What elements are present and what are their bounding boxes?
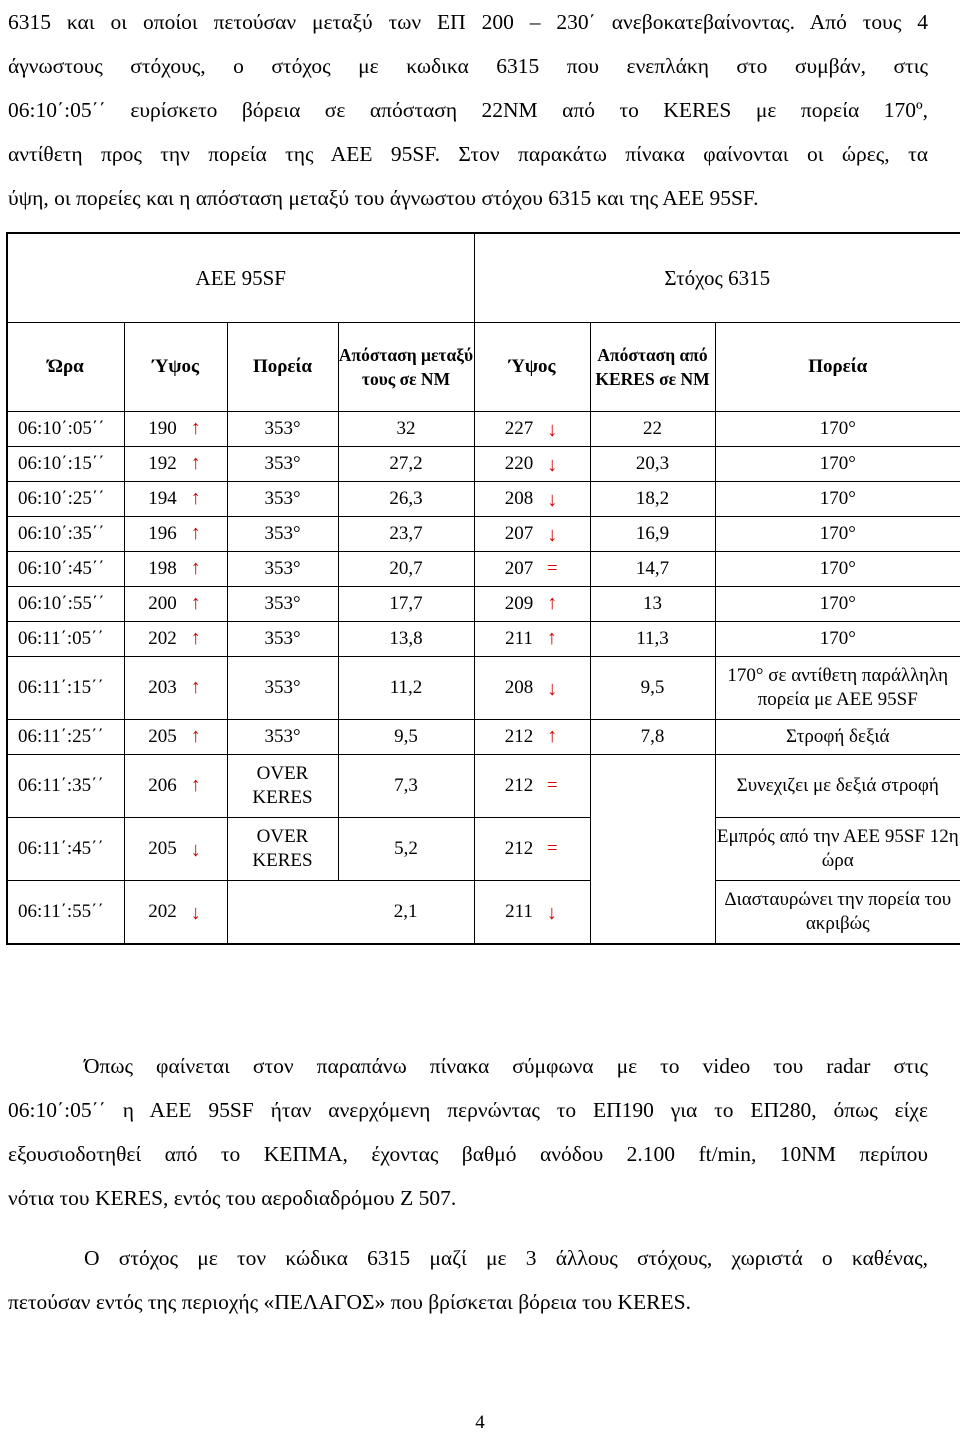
distance-between-cell: 32 — [338, 412, 474, 447]
target-course-cell: 170° — [715, 447, 960, 482]
arrow-up-icon: ↑ — [190, 417, 201, 440]
altitude-cell-value: 194 — [148, 487, 177, 509]
target-altitude-cell — [474, 517, 590, 552]
target-altitude-cell-value: 227 — [504, 417, 534, 439]
target-altitude-cell-value: 212 — [504, 725, 534, 747]
target-altitude-cell — [474, 657, 590, 720]
page-number: 4 — [475, 1412, 485, 1433]
altitude-cell — [124, 482, 227, 517]
distance-between-cell: 27,2 — [338, 447, 474, 482]
altitude-cell — [124, 720, 227, 755]
altitude-cell-value: 205 — [148, 725, 177, 747]
arrow-down-icon: ↓ — [547, 419, 558, 442]
altitude-cell-value: 198 — [148, 557, 177, 579]
arrow-up-icon: ↑ — [190, 676, 201, 699]
arrow-down-icon: ↓ — [547, 489, 558, 512]
altitude-cell-value: 200 — [148, 592, 177, 614]
arrow-up-icon: ↑ — [547, 592, 558, 615]
distance-keres-cell: 16,9 — [590, 517, 715, 552]
table-row — [7, 517, 960, 552]
altitude-cell — [124, 755, 227, 818]
target-course-cell: 170° — [715, 587, 960, 622]
distance-keres-cell: 7,8 — [590, 720, 715, 755]
group-header-target: Στόχος 6315 — [474, 233, 960, 323]
arrow-down-icon: ↓ — [547, 678, 558, 701]
distance-between-cell: 7,3 — [338, 755, 474, 818]
target-course-cell: Εμπρός από την ΑΕΕ 95SF 12η ώρα — [715, 818, 960, 881]
altitude-cell — [124, 447, 227, 482]
distance-keres-cell: 18,2 — [590, 482, 715, 517]
equal-icon: = — [546, 838, 558, 860]
arrow-down-icon: ↓ — [547, 524, 558, 547]
altitude-cell — [124, 587, 227, 622]
intro-line: 06:10΄:05΄΄ ευρίσκετο βόρεια σε απόσταση 22NM από το KERES με πορεία 170º, — [8, 98, 928, 122]
time-cell: 06:11΄:05΄΄ — [7, 622, 124, 657]
analysis-paragraph — [8, 1044, 928, 1220]
course-cell: OVER KERES — [227, 755, 338, 818]
table-row — [7, 552, 960, 587]
distance-between-cell: 11,2 — [338, 657, 474, 720]
time-cell: 06:10΄:55΄΄ — [7, 587, 124, 622]
distance-between-cell: 5,2 — [338, 818, 474, 881]
col-header-distance-keres: Απόσταση από KERES σε NM — [590, 323, 715, 412]
distance-between-cell: 26,3 — [338, 482, 474, 517]
target-altitude-cell-value: 208 — [504, 676, 534, 698]
intro-line: ύψη, οι πορείες και η απόσταση μεταξύ του άγνωστου στόχου 6315 και της ΑΕΕ 95SF. — [8, 186, 759, 210]
intro-line: αντίθετη προς την πορεία της ΑΕΕ 95SF. Στον παρακάτω πίνακα φαίνονται οι ώρες, τα — [8, 142, 928, 166]
target-course-cell: 170° — [715, 622, 960, 657]
target-altitude-cell — [474, 482, 590, 517]
target-course-cell: Διασταυρώνει την πορεία του ακριβώς — [715, 881, 960, 945]
time-cell: 06:11΄:55΄΄ — [7, 881, 124, 945]
arrow-up-icon: ↑ — [547, 725, 558, 748]
target-altitude-cell — [474, 412, 590, 447]
distance-between-cell: 9,5 — [338, 720, 474, 755]
analysis-line: Όπως φαίνεται στον παραπάνω πίνακα σύμφωνα με το video του radar στις — [84, 1054, 928, 1078]
target-altitude-cell-value: 211 — [505, 900, 533, 922]
altitude-cell — [124, 552, 227, 587]
target-course-cell: 170° σε αντίθετη παράλληλη πορεία με ΑΕΕ 95SF — [715, 657, 960, 720]
target-course-cell: 170° — [715, 552, 960, 587]
intro-line: άγνωστους στόχους, ο στόχος με κωδικα 6315 που ενεπλάκη στο συμβάν, στις — [8, 54, 928, 78]
course-cell: 353° — [227, 587, 338, 622]
altitude-cell — [124, 412, 227, 447]
col-header-altitude: Ύψος — [124, 323, 227, 412]
target-altitude-cell — [474, 720, 590, 755]
distance-keres-cell: 20,3 — [590, 447, 715, 482]
target-altitude-cell — [474, 755, 590, 818]
distance-keres-cell: 9,5 — [590, 657, 715, 720]
table-row — [7, 587, 960, 622]
time-cell: 06:10΄:35΄΄ — [7, 517, 124, 552]
altitude-cell — [124, 517, 227, 552]
time-cell: 06:10΄:05΄΄ — [7, 412, 124, 447]
arrow-up-icon: ↑ — [190, 487, 201, 510]
altitude-cell — [124, 622, 227, 657]
target-altitude-cell-value: 207 — [504, 557, 534, 579]
target-altitude-cell — [474, 552, 590, 587]
equal-icon: = — [546, 775, 558, 797]
arrow-down-icon: ↓ — [190, 902, 201, 925]
table-row — [7, 657, 960, 720]
table-row — [7, 881, 960, 945]
table-row — [7, 447, 960, 482]
time-cell: 06:11΄:15΄΄ — [7, 657, 124, 720]
distance-keres-cell: 13 — [590, 587, 715, 622]
distance-between-cell: 20,7 — [338, 552, 474, 587]
col-header-time: Ώρα — [7, 323, 124, 412]
table-row — [7, 720, 960, 755]
target-altitude-cell-value: 211 — [505, 627, 533, 649]
distance-between-cell: 17,7 — [338, 587, 474, 622]
course-cell: 353° — [227, 657, 338, 720]
table-row — [7, 622, 960, 657]
course-cell: 353° — [227, 552, 338, 587]
target-altitude-cell — [474, 881, 590, 945]
altitude-cell-value: 192 — [148, 452, 177, 474]
table-row — [7, 818, 960, 881]
intro-paragraph — [8, 0, 928, 220]
course-cell: 353° — [227, 447, 338, 482]
arrow-down-icon: ↓ — [547, 454, 558, 477]
altitude-cell-value: 203 — [148, 676, 177, 698]
target-course-cell: 170° — [715, 412, 960, 447]
target-altitude-cell-value: 207 — [504, 522, 534, 544]
arrow-up-icon: ↑ — [190, 452, 201, 475]
arrow-down-icon: ↓ — [190, 839, 201, 862]
targets-line: Ο στόχος με τον κώδικα 6315 μαζί με 3 άλλους στόχους, χωριστά ο καθένας, — [84, 1246, 928, 1270]
target-altitude-cell — [474, 818, 590, 881]
table-row — [7, 412, 960, 447]
altitude-cell-value: 206 — [148, 774, 177, 796]
analysis-line: εξουσιοδοτηθεί από το ΚΕΠΜΑ, έχοντας βαθμό ανόδου 2.100 ft/min, 10NM περίπου — [8, 1142, 928, 1166]
course-cell: 353° — [227, 517, 338, 552]
course-cell: 353° — [227, 720, 338, 755]
altitude-cell-value: 196 — [148, 522, 177, 544]
altitude-cell-value: 205 — [148, 837, 177, 859]
course-cell: 353° — [227, 412, 338, 447]
arrow-up-icon: ↑ — [190, 627, 201, 650]
target-altitude-cell-value: 208 — [504, 487, 534, 509]
target-course-cell: 170° — [715, 517, 960, 552]
arrow-down-icon: ↓ — [546, 902, 557, 925]
altitude-cell-value: 202 — [148, 900, 177, 922]
target-altitude-cell — [474, 447, 590, 482]
distance-keres-cell — [590, 755, 715, 945]
target-altitude-cell-value: 212 — [504, 774, 534, 796]
table-row — [7, 482, 960, 517]
target-altitude-cell — [474, 587, 590, 622]
equal-icon: = — [546, 558, 558, 580]
target-altitude-cell-value: 220 — [504, 452, 534, 474]
analysis-line: 06:10΄:05΄΄ η ΑΕΕ 95SF ήταν ανερχόμενη περνώντας το ΕΠ190 για το ΕΠ280, όπως είχε — [8, 1098, 928, 1122]
targets-paragraph — [8, 1236, 928, 1324]
course-cell: OVER KERES — [227, 818, 338, 881]
course-cell: 353° — [227, 482, 338, 517]
time-cell: 06:10΄:25΄΄ — [7, 482, 124, 517]
group-header-aircraft: ΑΕΕ 95SF — [7, 233, 474, 323]
altitude-cell — [124, 818, 227, 881]
time-cell: 06:10΄:45΄΄ — [7, 552, 124, 587]
col-header-distance-between: Απόσταση μεταξύ τους σε NM — [338, 323, 474, 412]
arrow-up-icon: ↑ — [190, 725, 201, 748]
arrow-up-icon: ↑ — [190, 592, 201, 615]
distance-keres-cell: 22 — [590, 412, 715, 447]
target-altitude-cell-value: 212 — [504, 837, 534, 859]
distance-between-cell: 23,7 — [338, 517, 474, 552]
analysis-line: νότια του KERES, εντός του αεροδιαδρόμου Z 507. — [8, 1186, 457, 1210]
time-cell: 06:10΄:15΄΄ — [7, 447, 124, 482]
altitude-cell-value: 190 — [148, 417, 177, 439]
altitude-cell — [124, 657, 227, 720]
altitude-cell-value: 202 — [148, 627, 177, 649]
course-cell: 353° — [227, 622, 338, 657]
distance-between-cell: 13,8 — [338, 622, 474, 657]
target-course-cell: 170° — [715, 482, 960, 517]
altitude-cell — [124, 881, 227, 945]
distance-between-cell: 2,1 — [227, 881, 474, 945]
distance-keres-cell: 11,3 — [590, 622, 715, 657]
time-cell: 06:11΄:35΄΄ — [7, 755, 124, 818]
table-row — [7, 755, 960, 818]
arrow-up-icon: ↑ — [190, 774, 201, 797]
arrow-up-icon: ↑ — [190, 557, 201, 580]
target-course-cell: Συνεχιζει με δεξιά στροφή — [715, 755, 960, 818]
intro-line: 6315 και οι οποίοι πετούσαν μεταξύ των ΕΠ 200 – 230΄ ανεβοκατεβαίνοντας. Από τους 4 — [8, 10, 928, 34]
col-header-course: Πορεία — [227, 323, 338, 412]
tracking-table — [6, 232, 960, 945]
target-course-cell: Στροφή δεξιά — [715, 720, 960, 755]
time-cell: 06:11΄:45΄΄ — [7, 818, 124, 881]
time-cell: 06:11΄:25΄΄ — [7, 720, 124, 755]
col-header-target-course: Πορεία — [715, 323, 960, 412]
target-altitude-cell-value: 209 — [504, 592, 534, 614]
arrow-up-icon: ↑ — [190, 522, 201, 545]
targets-line: πετούσαν εντός της περιοχής «ΠΕΛΑΓΟΣ» που βρίσκεται βόρεια του KERES. — [8, 1290, 691, 1314]
distance-keres-cell: 14,7 — [590, 552, 715, 587]
col-header-target-altitude: Ύψος — [474, 323, 590, 412]
arrow-up-icon: ↑ — [546, 627, 557, 650]
target-altitude-cell — [474, 622, 590, 657]
